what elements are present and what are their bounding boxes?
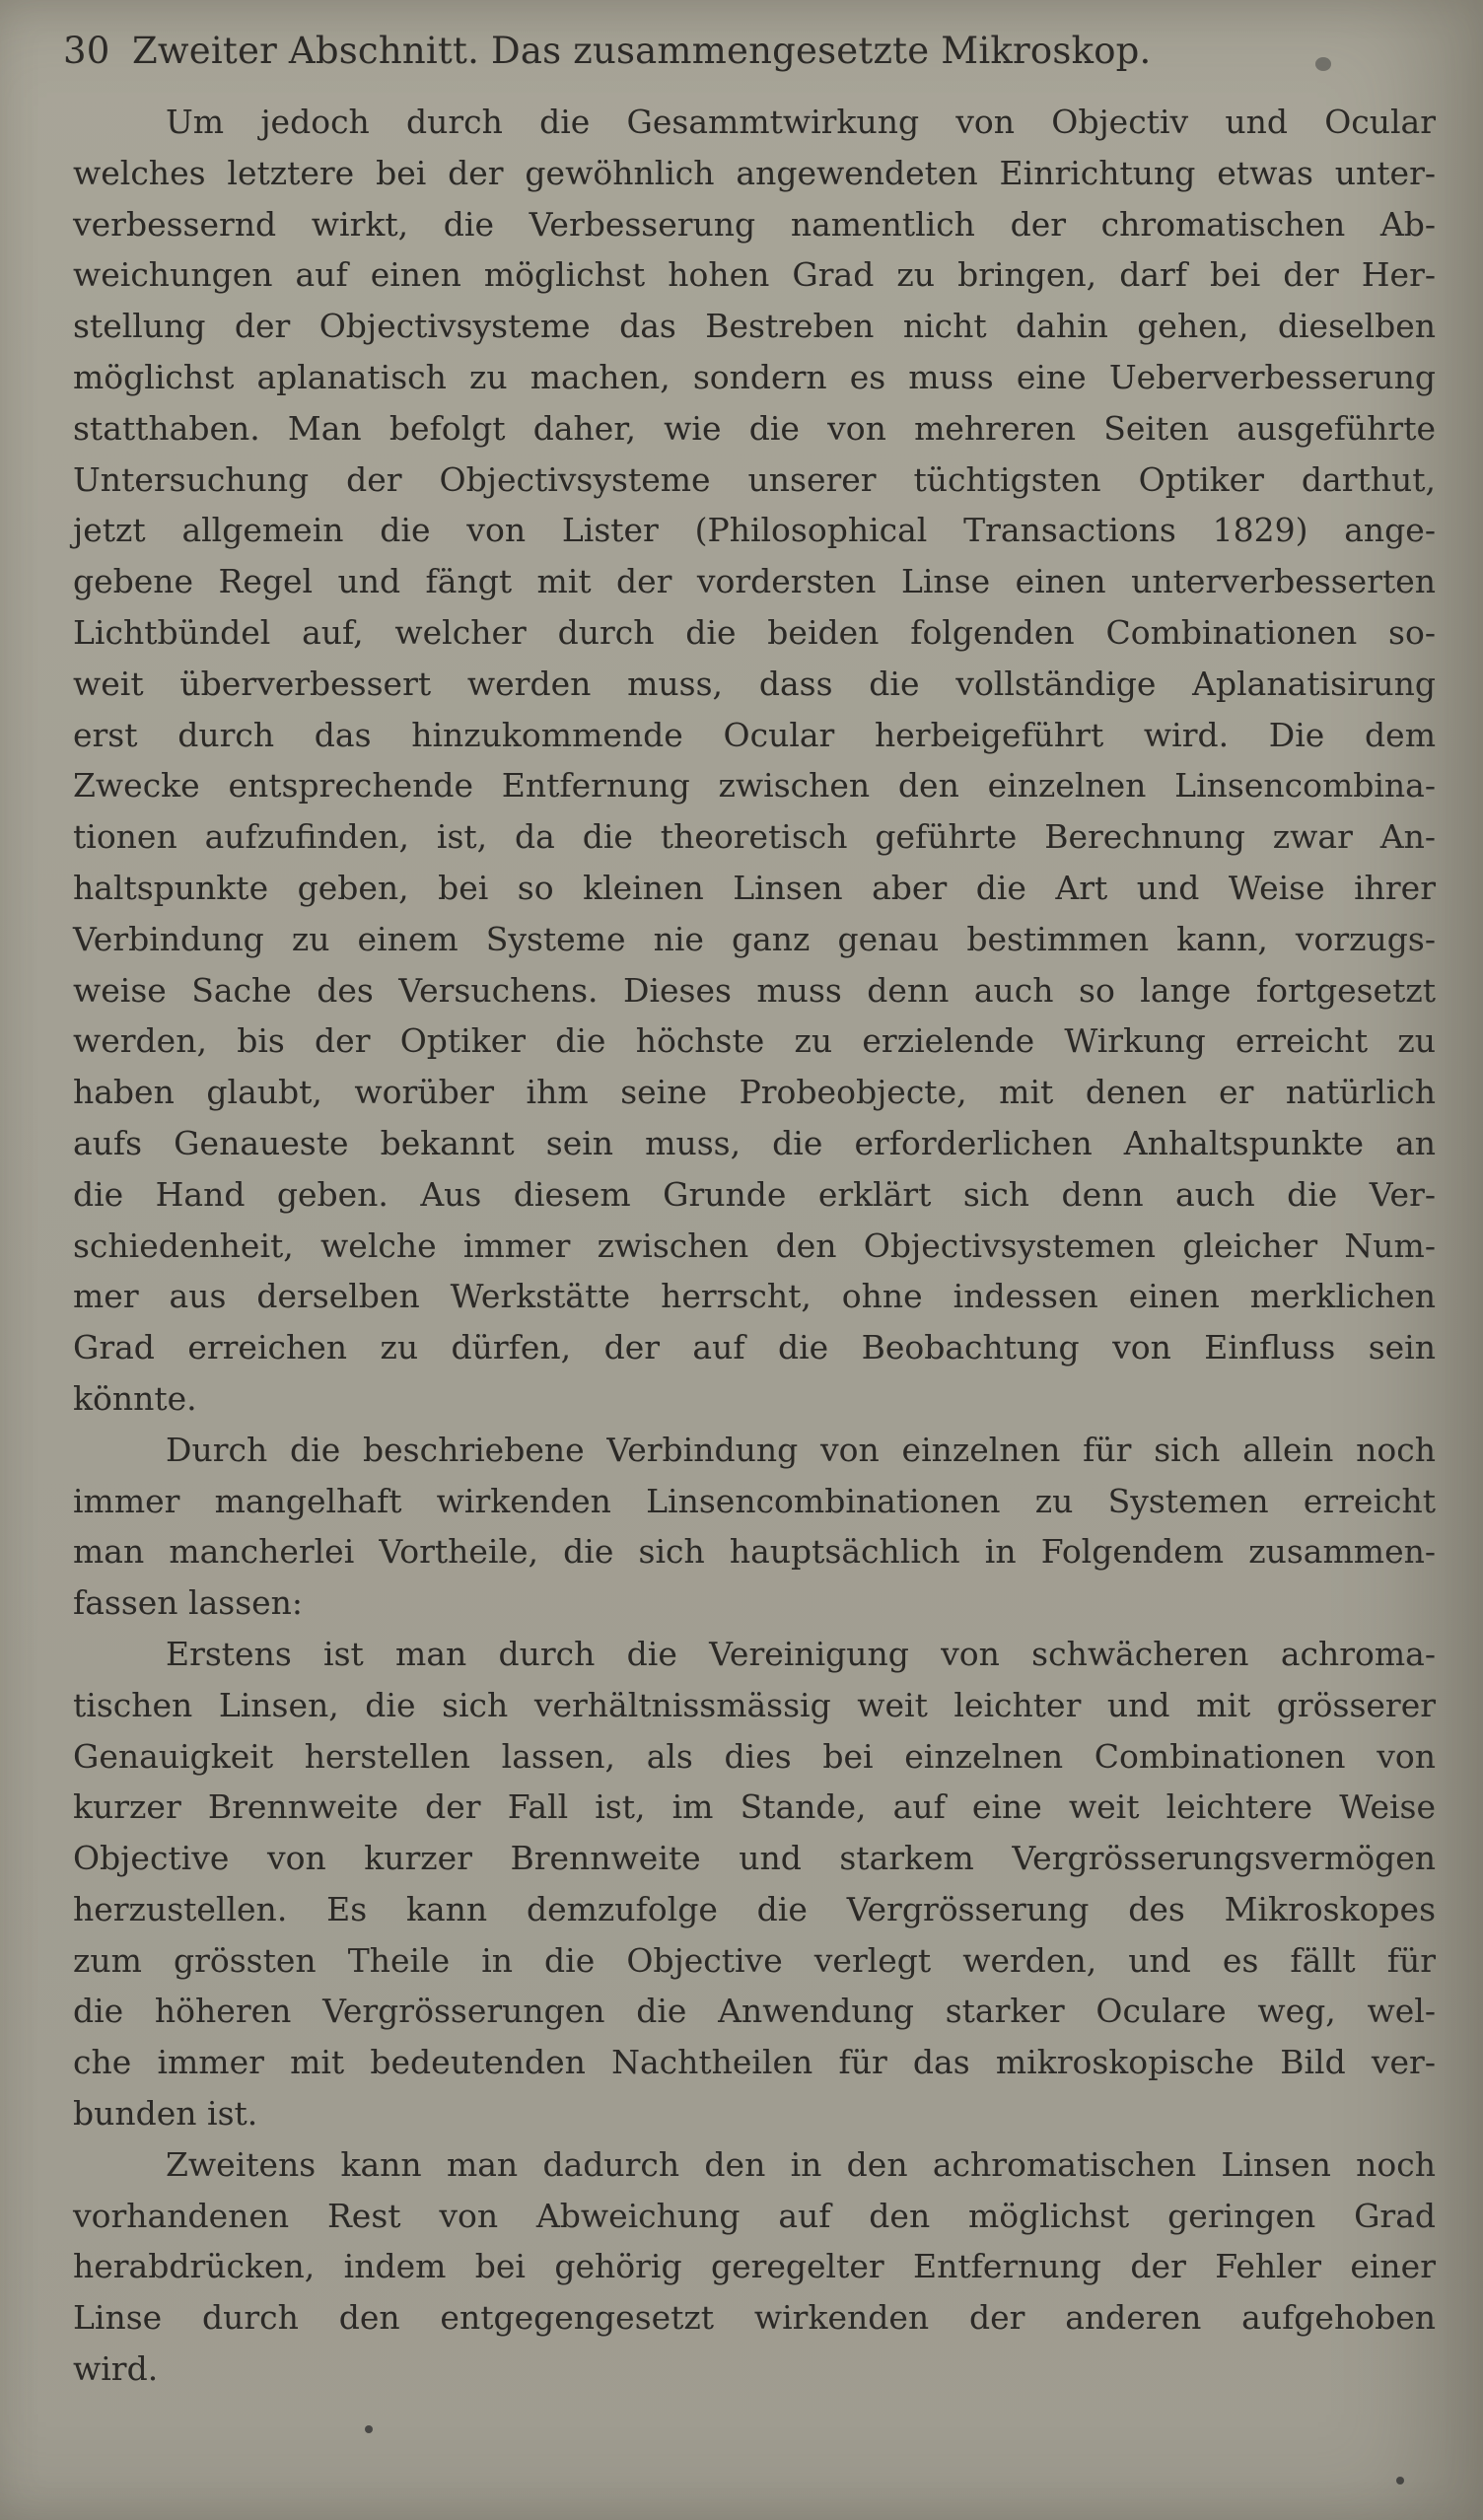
text-line: haltspunkte geben, bei so kleinen Linsen aber die Art und Weise ihrer (73, 868, 1436, 907)
text-line: jetzt allgemein die von Lister (Philosophical Transactions 1829) ange- (73, 511, 1436, 550)
text-line: Lichtbündel auf, welcher durch die beiden folgenden Combinationen so- (73, 612, 1436, 652)
text-line: Genauigkeit herstellen lassen, als dies bei einzelnen Combinationen von (73, 1736, 1436, 1776)
text-line: welches letztere bei der gewöhnlich angewendeten Einrichtung etwas unter- (73, 153, 1436, 192)
text-line: werden, bis der Optiker die höchste zu erzielende Wirkung erreicht zu (73, 1021, 1436, 1061)
text-line: haben glaubt, worüber ihm seine Probeobjecte, mit denen er natürlich (73, 1073, 1436, 1112)
text-line: Um jedoch durch die Gesammtwirkung von Objectiv und Ocular (166, 103, 1436, 141)
text-line: Zweitens kann man dadurch den in den achromatischen Linsen noch (166, 2144, 1436, 2184)
text-line: Untersuchung der Objectivsysteme unserer tüchtigsten Optiker darthut, (73, 459, 1436, 499)
text-line: die Hand geben. Aus diesem Grunde erklärt sich denn auch die Ver- (73, 1174, 1436, 1214)
text-line: möglichst aplanatisch zu machen, sondern es muss eine Ueberverbesserung (73, 357, 1436, 396)
text-line: aufs Genaueste bekannt sein muss, die erforderlichen Anhaltspunkte an (73, 1123, 1436, 1162)
text-line: bunden ist. (73, 2094, 258, 2134)
text-line: stellung der Objectivsysteme das Bestreben nicht dahin gehen, dieselben (73, 307, 1436, 346)
text-line: fassen lassen: (73, 1583, 304, 1623)
text-line: vorhandenen Rest von Abweichung auf den möglichst geringen Grad (73, 2196, 1436, 2235)
text-line: Grad erreichen zu dürfen, der auf die Beobachtung von Einfluss sein (73, 1328, 1436, 1367)
ink-speck (1396, 2477, 1404, 2485)
text-line: tionen aufzufinden, ist, da die theoretisch geführte Berechnung zwar An- (73, 817, 1436, 857)
text-line: che immer mit bedeutenden Nachtheilen für das mikroskopische Bild ver- (73, 2043, 1436, 2082)
text-line: schiedenheit, welche immer zwischen den Objectivsystemen gleicher Num- (73, 1225, 1436, 1265)
text-line: weise Sache des Versuchens. Dieses muss denn auch so lange fortgesetzt (73, 970, 1436, 1010)
text-line: wird. (73, 2349, 159, 2389)
body-text (73, 97, 1436, 2395)
text-line: Linse durch den entgegengesetzt wirkenden der anderen aufgehoben (73, 2298, 1436, 2338)
text-line: weit überverbessert werden muss, dass die vollständige Aplanatisirung (73, 664, 1436, 703)
text-line: man mancherlei Vortheile, die sich hauptsächlich in Folgendem zusammen- (73, 1532, 1436, 1572)
ink-speck (365, 2425, 373, 2433)
text-line: die höheren Vergrösserungen die Anwendung starker Oculare weg, wel- (73, 1992, 1436, 2031)
text-line: immer mangelhaft wirkenden Linsencombinationen zu Systemen erreicht (73, 1481, 1436, 1520)
text-line: statthaben. Man befolgt daher, wie die von mehreren Seiten ausgeführte (73, 408, 1436, 448)
ink-speck (1315, 57, 1331, 71)
text-line: mer aus derselben Werkstätte herrscht, ohne indessen einen merklichen (73, 1277, 1436, 1316)
text-line: herabdrücken, indem bei gehörig geregelter Entfernung der Fehler einer (73, 2247, 1436, 2286)
text-line: Durch die beschriebene Verbindung von einzelnen für sich allein noch (166, 1430, 1436, 1469)
running-head (63, 30, 1345, 89)
text-line: weichungen auf einen möglichst hohen Grad zu bringen, darf bei der Her- (73, 255, 1436, 295)
text-line: tischen Linsen, die sich verhältnissmässig weit leichter und mit grösserer (73, 1685, 1436, 1724)
text-line: erst durch das hinzukommende Ocular herbeigeführt wird. Die dem (73, 715, 1436, 754)
text-line: Objective von kurzer Brennweite und starkem Vergrösserungsvermögen (73, 1839, 1436, 1878)
text-line: Verbindung zu einem Systeme nie ganz genau bestimmen kann, vorzugs- (73, 919, 1436, 958)
text-line: Erstens ist man durch die Vereinigung von schwächeren achroma- (166, 1634, 1436, 1673)
text-line: verbessernd wirkt, die Verbesserung namentlich der chromatischen Ab- (73, 204, 1436, 244)
page-number: 30 (63, 30, 110, 72)
text-line: gebene Regel und fängt mit der vordersten Linse einen unterverbesserten (73, 562, 1436, 601)
text-line: könnte. (73, 1378, 197, 1418)
text-line: Zwecke entsprechende Entfernung zwischen den einzelnen Linsencombina- (73, 766, 1436, 805)
text-line: kurzer Brennweite der Fall ist, im Stande, auf eine weit leichtere Weise (73, 1787, 1436, 1827)
running-title: Zweiter Abschnitt. Das zusammengesetzte Mikroskop. (132, 30, 1152, 72)
text-line: zum grössten Theile in die Objective verlegt werden, und es fällt für (73, 1940, 1436, 1980)
text-line: herzustellen. Es kann demzufolge die Vergrösserung des Mikroskopes (73, 1889, 1436, 1928)
